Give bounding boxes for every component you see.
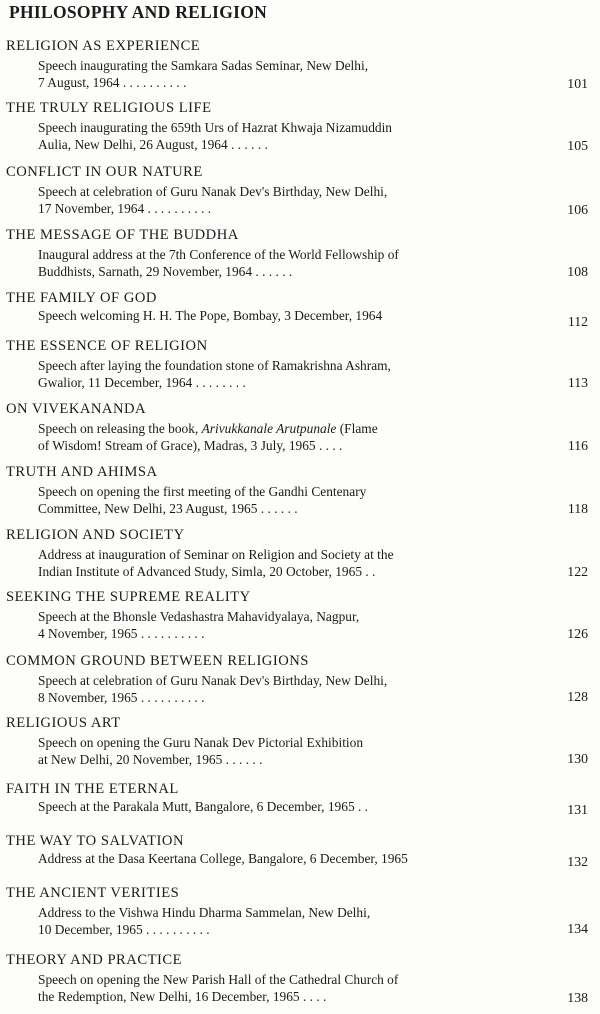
book-title: Arivukkanale Arutpunale [201, 421, 337, 436]
entry-description-line: of Wisdom! Stream of Grace), Madras, 3 July, 1965 . . . . [38, 438, 343, 453]
entry-title: FAITH IN THE ETERNAL [6, 781, 179, 797]
entry-description [38, 57, 518, 91]
entry-title: THE FAMILY OF GOD [6, 290, 157, 306]
entry-description [38, 357, 518, 391]
entry-description-line: Speech after laying the foundation stone of Ramakrishna Ashram, [38, 358, 391, 373]
entry-description-line: Speech on opening the New Parish Hall of the Cathedral Church of [38, 972, 399, 987]
entry-description-line: Address at the Dasa Keertana College, Bangalore, 6 December, 1965 [38, 851, 408, 866]
entry-description-line: Speech on releasing the book, Arivukkanale Arutpunale (Flame [38, 421, 378, 436]
page-number: 132 [567, 854, 588, 869]
entry-description-line: Aulia, New Delhi, 26 August, 1964 . . . . . . [38, 137, 268, 152]
entry-title: THE TRULY RELIGIOUS LIFE [6, 100, 212, 116]
entry-title: RELIGION AND SOCIETY [6, 527, 185, 543]
entry-title: SEEKING THE SUPREME REALITY [6, 589, 251, 605]
entry-description-line: Inaugural address at the 7th Conference of the World Fellowship of [38, 247, 399, 262]
entry-title: THEORY AND PRACTICE [6, 952, 182, 968]
entry-description [38, 798, 518, 815]
entry-description [38, 904, 518, 938]
page-number: 105 [567, 138, 588, 153]
entry-description-line: at New Delhi, 20 November, 1965 . . . . . . [38, 752, 263, 767]
page-number: 106 [567, 202, 588, 217]
entry-description [38, 246, 518, 280]
entry-description-line: Speech at the Parakala Mutt, Bangalore, 6 December, 1965 . . [38, 799, 369, 814]
entry-description-line: the Redemption, New Delhi, 16 December, 1965 . . . . [38, 989, 327, 1004]
entry-description-line: Speech welcoming H. H. The Pope, Bombay, 3 December, 1964 [38, 308, 383, 323]
entry-description [38, 183, 518, 217]
entry-description-line: Speech at celebration of Guru Nanak Dev's Birthday, New Delhi, [38, 673, 388, 688]
page-number: 126 [567, 626, 588, 641]
entry-title: TRUTH AND AHIMSA [6, 464, 158, 480]
entry-description [38, 850, 518, 867]
entry-description [38, 420, 518, 454]
page-number: 118 [567, 501, 588, 516]
entry-description-line: Gwalior, 11 December, 1964 . . . . . . . . [38, 375, 246, 390]
entry-description-line: Address at inauguration of Seminar on Religion and Society at the [38, 547, 394, 562]
entry-description-line: Speech at celebration of Guru Nanak Dev's Birthday, New Delhi, [38, 184, 388, 199]
page-number: 128 [567, 689, 588, 704]
page-number: 113 [567, 375, 588, 390]
entry-description [38, 608, 518, 642]
page-number: 122 [567, 564, 588, 579]
entry-description [38, 119, 518, 153]
entry-description-line: 8 November, 1965 . . . . . . . . . . [38, 690, 205, 705]
entry-description [38, 483, 518, 517]
entry-description-line: 7 August, 1964 . . . . . . . . . . [38, 75, 187, 90]
entry-description [38, 546, 518, 580]
entry-description-line: Speech inaugurating the Samkara Sadas Seminar, New Delhi, [38, 58, 369, 73]
entry-description-line: 4 November, 1965 . . . . . . . . . . [38, 626, 205, 641]
entry-description [38, 307, 518, 324]
page-number: 138 [567, 990, 588, 1005]
entry-description [38, 672, 518, 706]
entry-description-line: Buddhists, Sarnath, 29 November, 1964 . . . . . . [38, 264, 293, 279]
page-number: 116 [567, 438, 588, 453]
entry-title: COMMON GROUND BETWEEN RELIGIONS [6, 653, 309, 669]
page-number: 131 [567, 802, 588, 817]
entry-description-line: 10 December, 1965 . . . . . . . . . . [38, 922, 210, 937]
entry-description-line: Speech inaugurating the 659th Urs of Hazrat Khwaja Nizamuddin [38, 120, 393, 135]
entry-title: THE MESSAGE OF THE BUDDHA [6, 227, 239, 243]
entry-description [38, 734, 518, 768]
page-number: 108 [567, 264, 588, 279]
entry-title: RELIGION AS EXPERIENCE [6, 38, 201, 54]
entry-title: CONFLICT IN OUR NATURE [6, 164, 203, 180]
entry-description-line: Speech at the Bhonsle Vedashastra Mahavidyalaya, Nagpur, [38, 609, 360, 624]
entry-description-line: Speech on opening the first meeting of the Gandhi Centenary [38, 484, 367, 499]
entry-title: THE WAY TO SALVATION [6, 833, 184, 849]
entry-description [38, 971, 518, 1005]
section-title: PHILOSOPHY AND RELIGION [9, 2, 268, 22]
page-number: 130 [567, 751, 588, 766]
entry-title: THE ESSENCE OF RELIGION [6, 338, 208, 354]
entry-description-line: Committee, New Delhi, 23 August, 1965 . . . . . . [38, 501, 298, 516]
page-number: 112 [567, 314, 588, 329]
entry-description-line: Address to the Vishwa Hindu Dharma Sammelan, New Delhi, [38, 905, 371, 920]
entry-description-line: 17 November, 1964 . . . . . . . . . . [38, 201, 212, 216]
entry-description-line: Indian Institute of Advanced Study, Simla, 20 October, 1965 . . [38, 564, 376, 579]
page-number: 101 [567, 76, 588, 91]
entry-description-line: Speech on opening the Guru Nanak Dev Pictorial Exhibition [38, 735, 364, 750]
entry-title: THE ANCIENT VERITIES [6, 885, 180, 901]
page-number: 134 [567, 921, 588, 936]
entry-title: RELIGIOUS ART [6, 715, 121, 731]
entry-title: ON VIVEKANANDA [6, 401, 147, 417]
